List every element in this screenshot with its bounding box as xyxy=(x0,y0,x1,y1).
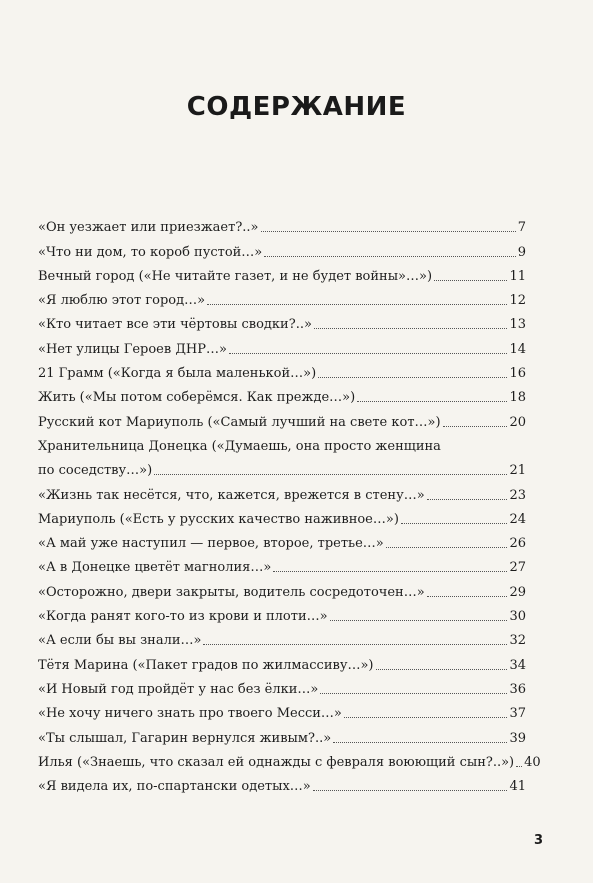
page-title: СОДЕРЖАНИЕ xyxy=(186,92,407,122)
toc-entry xyxy=(38,722,526,746)
dot-leader xyxy=(330,620,508,621)
toc-entry-title: «Жизнь так несётся, что, кажется, врежется в стену…» xyxy=(38,487,425,503)
dot-leader xyxy=(427,596,508,597)
toc-entry-page: 13 xyxy=(509,317,526,333)
toc-entry-page: 27 xyxy=(509,560,526,576)
toc-entry-page: 37 xyxy=(509,706,526,722)
toc-entry-page: 23 xyxy=(509,487,526,503)
toc-entry-page: 20 xyxy=(509,414,526,430)
toc-entry-page: 30 xyxy=(509,609,526,625)
toc-entry-page: 36 xyxy=(509,681,526,697)
toc-entry-page: 41 xyxy=(509,779,526,795)
toc-entry xyxy=(38,625,526,649)
toc-entry-title: Мариуполь («Есть у русских качество наживное…») xyxy=(38,511,399,527)
toc-entry-last-line xyxy=(38,462,526,479)
toc-entry-page: 12 xyxy=(509,293,526,309)
dot-leader xyxy=(261,231,516,232)
toc-entry-page: 26 xyxy=(509,536,526,552)
dot-leader xyxy=(386,547,508,548)
dot-leader xyxy=(229,353,508,354)
dot-leader xyxy=(320,693,507,694)
toc-entry-page: 18 xyxy=(509,390,526,406)
toc-entry-title: «Нет улицы Героев ДНР…» xyxy=(38,341,227,357)
toc-entry xyxy=(38,601,526,625)
toc-entry xyxy=(38,576,526,600)
toc-entry xyxy=(38,382,526,406)
dot-leader xyxy=(207,304,507,305)
dot-leader xyxy=(264,256,515,257)
toc-entry-page: 11 xyxy=(509,268,526,284)
dot-leader xyxy=(516,766,522,767)
toc-entry xyxy=(38,528,526,552)
toc-entry-page: 29 xyxy=(509,584,526,600)
toc-entry-page: 40 xyxy=(524,754,541,770)
toc-entry xyxy=(38,674,526,698)
dot-leader xyxy=(333,742,507,743)
toc-entry xyxy=(38,698,526,722)
toc-entry xyxy=(38,261,526,285)
toc-entry-title: «Ты слышал, Гагарин вернулся живым?..» xyxy=(38,730,332,746)
toc-entry-page: 16 xyxy=(509,366,526,382)
toc-entry-page: 14 xyxy=(509,341,526,357)
toc-entry-title: Вечный город («Не читайте газет, и не будет войны»…») xyxy=(38,268,433,284)
toc-entry-title: «Он уезжает или приезжает?..» xyxy=(38,220,259,236)
toc-entry-title: «А если бы вы знали…» xyxy=(38,633,202,649)
dot-leader xyxy=(314,328,508,329)
toc-entry-title: Хранительница Донецка («Думаешь, она просто женщина xyxy=(38,439,441,455)
toc-entry xyxy=(38,552,526,576)
toc-entry xyxy=(38,431,526,480)
toc-entry-page: 24 xyxy=(509,511,526,527)
toc-entry-title: «Что ни дом, то короб пустой…» xyxy=(38,244,263,260)
toc-entry-page: 9 xyxy=(517,244,526,260)
dot-leader xyxy=(273,571,507,572)
toc-entry-page: 21 xyxy=(509,463,526,479)
toc-entry-title: «И Новый год пройдёт у нас без ёлки…» xyxy=(38,681,319,697)
toc-entry-title: Илья («Знаешь, что сказал ей однажды с февраля воюющий сын?..») xyxy=(38,754,515,770)
toc-entry-title: «Кто читает все эти чёртовы сводки?..» xyxy=(38,317,312,333)
dot-leader xyxy=(357,401,507,402)
toc-entry xyxy=(38,406,526,430)
toc-entry xyxy=(38,236,526,260)
toc-entry xyxy=(38,771,526,795)
toc-entry-title: «Когда ранят кого-то из крови и плоти…» xyxy=(38,609,328,625)
toc-entry-title: «А май уже наступил — первое, второе, третье…» xyxy=(38,536,384,552)
toc-entry-title: «Не хочу ничего знать про твоего Месси…» xyxy=(38,706,342,722)
toc-entry-title: «Я видела их, по-спартански одетых…» xyxy=(38,779,311,795)
toc-entry-title: «А в Донецке цветёт магнолия…» xyxy=(38,560,272,576)
toc-entry-title: «Осторожно, двери закрыты, водитель сосредоточен…» xyxy=(38,584,425,600)
toc-entry-page: 32 xyxy=(509,633,526,649)
toc-entry-title: Жить («Мы потом соберёмся. Как прежде…») xyxy=(38,390,356,406)
toc-entry xyxy=(38,285,526,309)
toc-entry xyxy=(38,649,526,673)
dot-leader xyxy=(313,790,508,791)
dot-leader xyxy=(318,377,507,378)
toc-entry xyxy=(38,212,526,236)
dot-leader xyxy=(434,280,507,281)
toc-entry xyxy=(38,504,526,528)
toc-entry xyxy=(38,479,526,503)
toc-entry-title: Русский кот Мариуполь («Самый лучший на свете кот…») xyxy=(38,414,441,430)
dot-leader xyxy=(443,426,508,427)
dot-leader xyxy=(427,499,508,500)
toc-entry xyxy=(38,358,526,382)
dot-leader xyxy=(203,644,507,645)
toc-entry-page: 7 xyxy=(517,220,526,236)
table-of-contents xyxy=(38,212,541,795)
toc-entry-title: по соседству…») xyxy=(38,463,153,479)
toc-entry-page: 34 xyxy=(509,657,526,673)
dot-leader xyxy=(401,523,508,524)
toc-entry-title: 21 Грамм («Когда я была маленькой…») xyxy=(38,366,317,382)
toc-entry-title: Тётя Марина («Пакет градов по жилмассиву…») xyxy=(38,657,374,673)
dot-leader xyxy=(344,717,508,718)
toc-entry-title: «Я люблю этот город…» xyxy=(38,293,206,309)
toc-entry-page: 39 xyxy=(509,730,526,746)
dot-leader xyxy=(376,669,508,670)
toc-entry xyxy=(38,333,526,357)
page-number: 3 xyxy=(533,833,543,848)
toc-entry xyxy=(38,747,541,771)
toc-entry xyxy=(38,309,526,333)
dot-leader xyxy=(154,474,507,475)
